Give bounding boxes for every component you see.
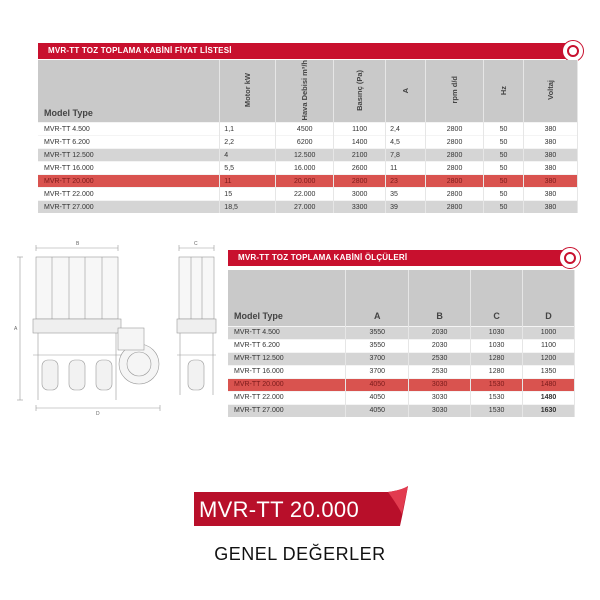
dimensions-panel [228, 250, 575, 422]
col-basinc: Basınç (Pa) [334, 60, 386, 123]
col-hz: Hz [484, 60, 524, 123]
dimensions-row-highlighted: MVR-TT 20.000 4050 3030 1530 1480 [228, 378, 575, 391]
brand-fan-icon [562, 40, 584, 62]
dimensions-row: MVR-TT 27.000 4050 3030 1530 1630 [228, 404, 575, 417]
price-row: MVR-TT 22.000 15 22.000 3000 35 2800 50 380 [38, 188, 578, 201]
dimensions-row: MVR-TT 22.000 4050 3030 1530 1480 [228, 391, 575, 404]
dim-label-c: C [194, 241, 198, 247]
col-voltaj: Voltaj [523, 60, 577, 123]
dimensions-row: MVR-TT 6.200 3550 2030 1030 1100 [228, 339, 575, 352]
product-subtitle: GENEL DEĞERLER [214, 544, 386, 564]
dimensions-table-header: Model Type A B C D [228, 270, 575, 326]
price-list-title-bar [38, 43, 578, 59]
dimensions-title-bar [228, 250, 575, 266]
dim-label-b: B [76, 241, 80, 247]
price-row: MVR-TT 27.000 18,5 27.000 3300 39 2800 50 380 [38, 201, 578, 214]
dimensions-title: MVR-TT TOZ TOPLAMA KABİNİ ÖLÇÜLERİ [238, 253, 408, 262]
price-row: MVR-TT 16.000 5,5 16.000 2600 11 2800 50 380 [38, 162, 578, 175]
price-row: MVR-TT 6.200 2,2 6200 1400 4,5 2800 50 380 [38, 136, 578, 149]
dim-label-d: D [96, 411, 100, 415]
price-row-highlighted: MVR-TT 20.000 11 20.000 2800 23 2800 50 380 [38, 175, 578, 188]
col-hava-debisi: Hava Debisi m³/h [276, 60, 334, 123]
price-list-panel [38, 43, 578, 218]
dimensions-row: MVR-TT 4.500 3550 2030 1030 1000 [228, 326, 575, 339]
dimensions-row: MVR-TT 12.500 3700 2530 1280 1200 [228, 352, 575, 365]
price-row: MVR-TT 12.500 4 12.500 2100 7,8 2800 50 380 [38, 149, 578, 162]
price-table-header [38, 60, 578, 123]
price-list-title: MVR-TT TOZ TOPLAMA KABİNİ FİYAT LİSTESİ [48, 46, 232, 55]
col-a: A [386, 60, 426, 123]
col-rpm: rpm d/d [426, 60, 484, 123]
col-model-type: Model Type [38, 60, 220, 123]
dim-label-a: A [14, 326, 18, 332]
cabinet-dimension-drawing [14, 240, 229, 415]
price-row: MVR-TT 4.500 1,1 4500 1100 2,4 2800 50 380 [38, 123, 578, 136]
dimensions-table [228, 270, 575, 417]
brand-fan-icon [559, 247, 581, 269]
dimensions-row: MVR-TT 16.000 3700 2530 1280 1350 [228, 365, 575, 378]
product-title: MVR-TT 20.000 [199, 497, 359, 522]
col-motor-kw: Motor kW [220, 60, 276, 123]
price-table [38, 60, 578, 213]
